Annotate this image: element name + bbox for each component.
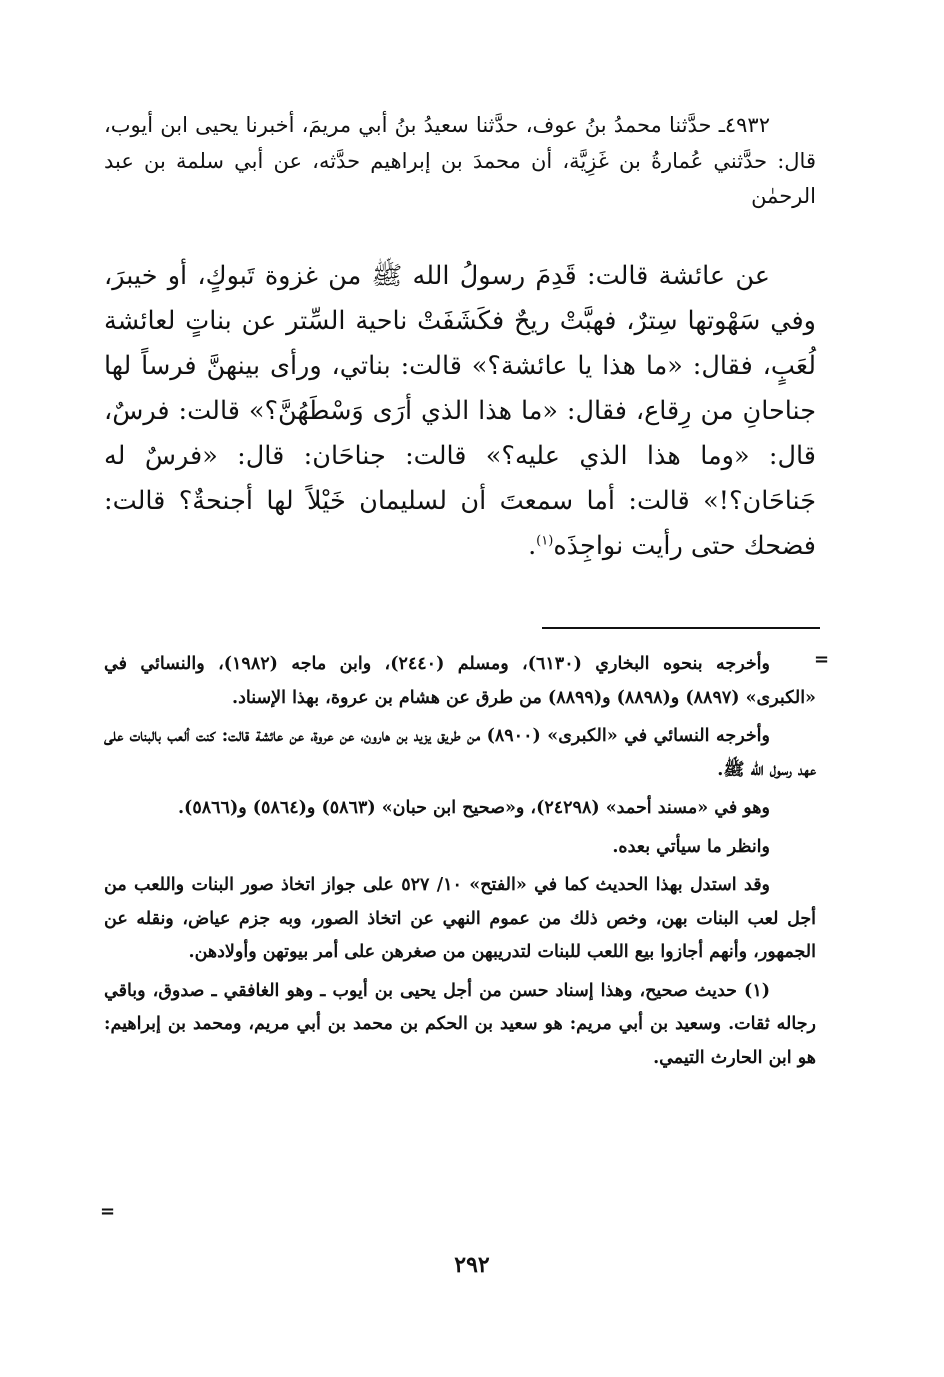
footnote-reference: (١) <box>536 533 554 549</box>
footnote-paragraph: وانظر ما سيأتي بعده. <box>612 836 770 857</box>
hadith-matn <box>104 254 816 569</box>
footnote-end-mark: = <box>100 1201 116 1222</box>
footnote-paragraph: وقد استدل بهذا الحديث كما في «الفتح» ١٠/ ٥٢٧ على جواز اتخاذ صور البنات واللعب من أجل لعب البنات بهن، وخص ذلك من عموم النهي عن اتخاذ الصور، وبه جزم عياض، ونقله عن الجمهور، وأنهم أجازوا بيع اللعب للبنات لتدريبهن من صغرهن على أمر بيوتهن وأولادهن. <box>104 875 816 962</box>
footnote-paragraph: وأخرجه بنحوه البخاري (٦١٣٠)، ومسلم (٢٤٤٠)، وابن ماجه (١٩٨٢)، والنسائي في «الكبرى» (٨٨٩٧) و(٨٨٩٨) و(٨٨٩٩) من طرق عن هشام بن عروة، بهذا الإسناد. <box>104 654 816 708</box>
footnote-paragraph: وهو في «مسند أحمد» (٢٤٢٩٨)، و«صحيح ابن حبان» (٥٨٦٣) و(٥٨٦٤) و(٥٨٦٦). <box>177 798 770 818</box>
footnote-1: (١) حديث صحيح، وهذا إسناد حسن من أجل يحيى بن أيوب ـ وهو الغافقي ـ صدوق، وباقي رجاله ثقات. وسعيد بن أبي مريم: هو سعيد بن الحكم بن محمد بن أبي مريم، ومحمد بن إبراهيم: هو ابن الحارث التيمي. <box>104 980 816 1068</box>
isnad-text: ٤٩٣٢ـ حدَّثنا محمدُ بنُ عوف، حدَّثنا سعيدُ بنُ أبي مريمَ، أخبرنا يحيى ابن أيوب، قال: حدَّثني عُمارةُ بن غَزِيَّة، أن محمدَ بن إبراهيم حدَّثه، عن أبي سلمة بن عبد الرحمٰن <box>104 113 816 208</box>
footnote-separator <box>542 627 820 629</box>
matn-end-punctuation: . <box>528 531 537 561</box>
footnote-continuation-mark: = <box>814 649 830 670</box>
page-number: ٢٩٢ <box>454 1252 490 1278</box>
hadith-isnad <box>104 108 816 215</box>
matn-text: عن عائشة قالت: قَدِمَ رسولُ الله ﷺ من غزوة تَبوكٍ، أو خيبرَ، وفي سَهْوتها سِترٌ، فهبَّتْ ريحٌ فكَشَفَتْ ناحية السِّتر عن بناتٍ لعائشة لُعَبٍ، فقال: «ما هذا يا عائشة؟» قالت: بناتي، ورأى بينهنَّ فرساً لها جناحانِ من رِقاع، فقال: «ما هذا الذي أرَى وَسْطَهُنَّ؟» قالت: فرسٌ، قال: «وما هذا الذي عليه؟» قالت: جناحَان: قال: «فرسٌ له جَناحَان؟!» قالت: أما سمعتَ أن لسليمان خَيْلاً لها أجنحةٌ؟ قالت: فضحك حتى رأيت نواجِذَه <box>104 261 816 561</box>
footnote-paragraph: وأخرجه النسائي في «الكبرى» (٨٩٠٠) من طريق يزيد بن هارون، عن عروة، عن عائشة قالت: كنت ألعب بالبنات على عهد رسول الله ﷺ. <box>104 726 816 780</box>
footnotes-section <box>104 648 816 1075</box>
